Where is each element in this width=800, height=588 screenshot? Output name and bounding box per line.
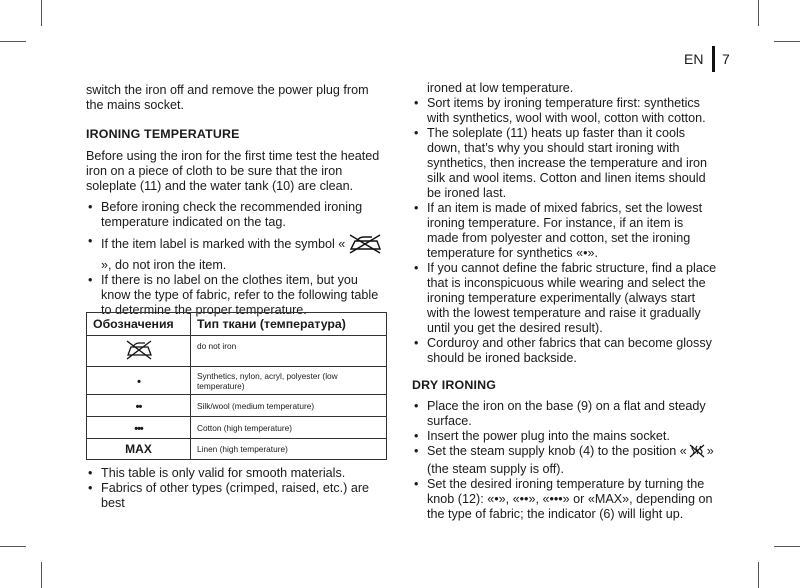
section-heading-dry-ironing: DRY IRONING <box>412 378 497 392</box>
table-symbol-cell: • <box>87 367 191 395</box>
table-header-cell: Тип ткани (температура) <box>191 313 387 336</box>
header-divider <box>712 46 715 72</box>
crop-mark <box>758 562 759 588</box>
table-symbol-cell <box>87 336 191 367</box>
list-item: • Before ironing check the recommended ironing temperature indicated on the tag. <box>86 200 386 230</box>
list-item: • If an item is made of mixed fabrics, set the lowest ironing temperature. For instance, if an item is made from polyester and cotton, set the ironing temperature for synthetics «•». <box>412 201 717 261</box>
crop-mark <box>774 546 800 547</box>
dry-ironing-list <box>412 399 717 522</box>
table-row <box>87 395 387 417</box>
table-desc-cell: Linen (high temperature) <box>191 439 387 460</box>
right-column <box>412 81 717 522</box>
table-desc-cell: Cotton (high temperature) <box>191 417 387 439</box>
no-iron-icon <box>124 339 154 364</box>
list-item: • If the item label is marked with the symbol «», do not iron the item. <box>86 234 386 273</box>
table-row <box>87 367 387 395</box>
left-bottom-notes <box>86 466 391 511</box>
table-row <box>87 439 387 460</box>
table-desc-cell: Silk/wool (medium temperature) <box>191 395 387 417</box>
left-intro: switch the iron off and remove the power plug from the mains socket. <box>86 83 369 112</box>
fabric-temperature-table <box>86 312 387 460</box>
list-item: • The soleplate (11) heats up faster than it cools down, that’s why you should start ironing with synthetics, then increase the temperature and iron silk and wool items. Cotton and linen items should be ironed last. <box>412 126 717 201</box>
language-code: EN <box>684 51 704 67</box>
list-item: • Insert the power plug into the mains socket. <box>412 429 717 444</box>
list-item: • Fabrics of other types (crimped, raised, etc.) are best <box>86 481 391 511</box>
list-item: • Corduroy and other fabrics that can become glossy should be ironed backside. <box>412 336 717 366</box>
list-item: • Place the iron on the base (9) on a flat and steady surface. <box>412 399 717 429</box>
section-heading-ironing-temperature: IRONING TEMPERATURE <box>86 127 240 141</box>
table-desc-cell: do not iron <box>191 336 387 367</box>
right-intro: ironed at low temperature. <box>427 81 574 95</box>
table-header-row <box>87 313 387 336</box>
left-paragraph: Before using the iron for the first time test the heated iron on a piece of cloth to be sure that the iron soleplate (11) and the water tank (10) are clean. <box>86 149 380 193</box>
list-item: • Sort items by ironing temperature first: synthetics with synthetics, wool with wool, cotton with cotton. <box>412 96 717 126</box>
table-row <box>87 417 387 439</box>
list-item: • Set the desired ironing temperature by turning the knob (12): «•», «••», «•••» or «MAX», depending on the type of fabric; the indicator (6) will light up. <box>412 477 717 522</box>
left-bottom-list <box>86 466 391 511</box>
crop-mark <box>0 41 26 42</box>
table-row <box>87 336 387 367</box>
steam-off-icon <box>689 444 705 462</box>
list-item: • This table is only valid for smooth materials. <box>86 466 391 481</box>
list-item: • If there is no label on the clothes item, but you know the type of fabric, refer to the following table to determine the proper temperature. <box>86 273 386 318</box>
no-iron-icon <box>346 234 384 258</box>
list-item: • If you cannot define the fabric structure, find a place that is inconspicuous while wearing and select the ironing temperature experimentally (always start with the lowest temperature and raise it gradually until you get the desired result). <box>412 261 717 336</box>
page-number: 7 <box>722 51 730 67</box>
crop-mark <box>41 562 42 588</box>
crop-mark <box>774 41 800 42</box>
crop-mark <box>758 0 759 26</box>
table-symbol-cell: MAX <box>87 439 191 460</box>
left-column <box>86 83 386 318</box>
list-item: • Set the steam supply knob (4) to the position « » (the steam supply is off). <box>412 444 717 477</box>
right-bullet-list <box>412 96 717 366</box>
table-desc-cell: Synthetics, nylon, acryl, polyester (low temperature) <box>191 367 387 395</box>
table-header-cell: Обозначения <box>87 313 191 336</box>
crop-mark <box>41 0 42 26</box>
table-symbol-cell: •• <box>87 395 191 417</box>
table-symbol-cell: ••• <box>87 417 191 439</box>
crop-mark <box>0 546 26 547</box>
left-bullet-list <box>86 200 386 318</box>
